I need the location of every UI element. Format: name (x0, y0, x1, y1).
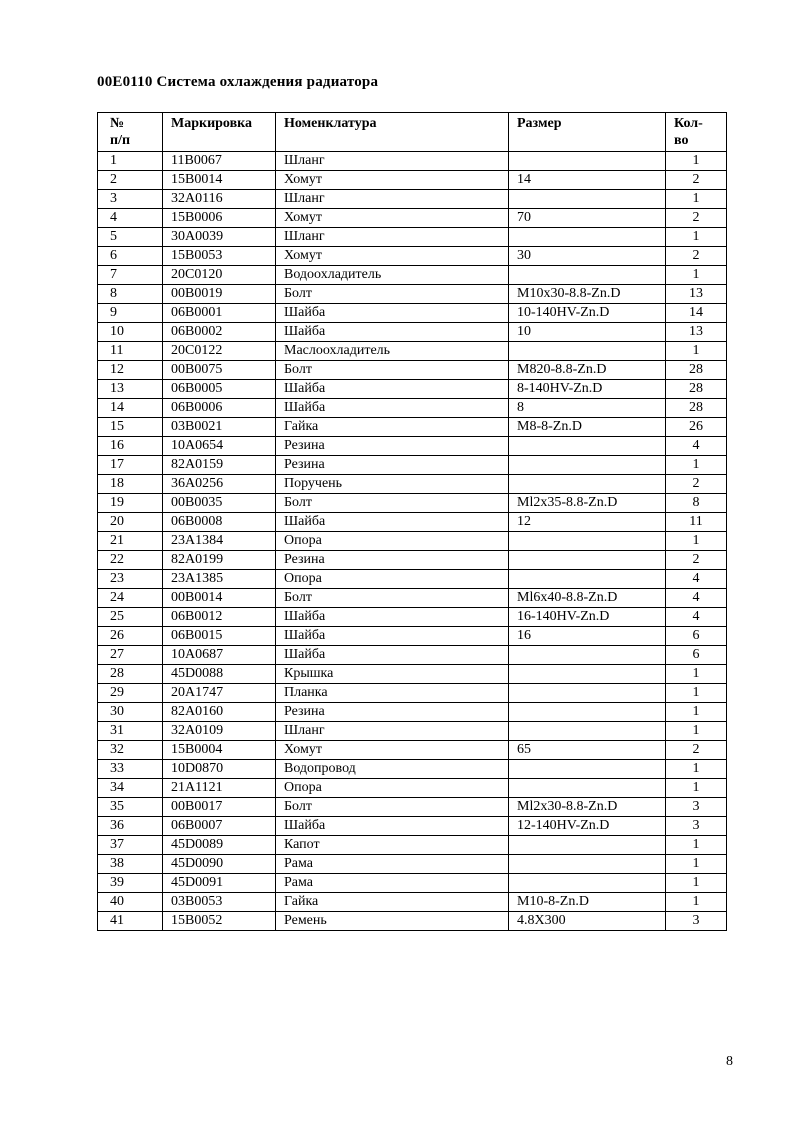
cell-nomenclature: Гайка (276, 418, 509, 437)
cell-size (509, 532, 666, 551)
cell-quantity: 1 (666, 456, 727, 475)
cell-size: Ml2x30-8.8-Zn.D (509, 798, 666, 817)
table-row (98, 323, 727, 342)
cell-marking: 00B0014 (163, 589, 276, 608)
cell-marking: 30A0039 (163, 228, 276, 247)
cell-nomenclature: Рама (276, 855, 509, 874)
column-header-qty (666, 113, 727, 152)
column-header-size-line1: Размер (517, 116, 562, 131)
header-row (98, 113, 727, 152)
cell-row-number: 22 (98, 551, 163, 570)
cell-quantity: 1 (666, 703, 727, 722)
cell-nomenclature: Шайба (276, 608, 509, 627)
table-row (98, 513, 727, 532)
cell-quantity: 1 (666, 152, 727, 171)
cell-quantity: 2 (666, 475, 727, 494)
column-header-qty-line2: во (674, 133, 689, 148)
cell-nomenclature: Шайба (276, 513, 509, 532)
cell-marking: 00B0035 (163, 494, 276, 513)
cell-size (509, 836, 666, 855)
cell-row-number: 12 (98, 361, 163, 380)
cell-size: 10-140HV-Zn.D (509, 304, 666, 323)
table-row (98, 570, 727, 589)
cell-row-number: 17 (98, 456, 163, 475)
cell-size (509, 475, 666, 494)
cell-size: 30 (509, 247, 666, 266)
cell-size (509, 855, 666, 874)
cell-nomenclature: Болт (276, 798, 509, 817)
cell-quantity: 1 (666, 760, 727, 779)
cell-row-number: 10 (98, 323, 163, 342)
cell-row-number: 32 (98, 741, 163, 760)
cell-quantity: 1 (666, 665, 727, 684)
cell-size: Ml6x40-8.8-Zn.D (509, 589, 666, 608)
table-row (98, 893, 727, 912)
cell-row-number: 9 (98, 304, 163, 323)
table-row (98, 608, 727, 627)
parts-table (97, 112, 727, 931)
cell-size (509, 570, 666, 589)
cell-row-number: 30 (98, 703, 163, 722)
table-row (98, 418, 727, 437)
cell-nomenclature: Хомут (276, 741, 509, 760)
table-row (98, 304, 727, 323)
cell-nomenclature: Шайба (276, 627, 509, 646)
cell-marking: 06B0012 (163, 608, 276, 627)
cell-quantity: 1 (666, 532, 727, 551)
cell-size: 16-140HV-Zn.D (509, 608, 666, 627)
cell-marking: 06B0006 (163, 399, 276, 418)
cell-nomenclature: Болт (276, 589, 509, 608)
table-row (98, 342, 727, 361)
cell-row-number: 1 (98, 152, 163, 171)
table-row (98, 532, 727, 551)
cell-nomenclature: Шайба (276, 304, 509, 323)
cell-marking: 03B0021 (163, 418, 276, 437)
table-row (98, 380, 727, 399)
table-row (98, 855, 727, 874)
cell-nomenclature: Шланг (276, 228, 509, 247)
cell-nomenclature: Резина (276, 703, 509, 722)
cell-row-number: 15 (98, 418, 163, 437)
cell-row-number: 3 (98, 190, 163, 209)
cell-marking: 20C0122 (163, 342, 276, 361)
cell-nomenclature: Опора (276, 570, 509, 589)
cell-quantity: 1 (666, 228, 727, 247)
cell-size (509, 228, 666, 247)
table-row (98, 361, 727, 380)
document-title: 00Е0110 Система охлаждения радиатора (97, 74, 379, 90)
table-row (98, 912, 727, 931)
cell-quantity: 3 (666, 798, 727, 817)
cell-quantity: 1 (666, 684, 727, 703)
column-header-nomenclature (276, 113, 509, 152)
cell-row-number: 25 (98, 608, 163, 627)
cell-nomenclature: Болт (276, 494, 509, 513)
page-number: 8 (726, 1054, 733, 1069)
cell-marking: 82A0160 (163, 703, 276, 722)
cell-quantity: 6 (666, 627, 727, 646)
cell-row-number: 4 (98, 209, 163, 228)
column-header-num-line1: № (110, 116, 125, 131)
cell-quantity: 13 (666, 323, 727, 342)
cell-size: 8 (509, 399, 666, 418)
table-row (98, 874, 727, 893)
cell-size: 4.8X300 (509, 912, 666, 931)
cell-size (509, 684, 666, 703)
cell-size: 65 (509, 741, 666, 760)
table-row (98, 152, 727, 171)
cell-row-number: 23 (98, 570, 163, 589)
cell-marking: 36A0256 (163, 475, 276, 494)
cell-nomenclature: Опора (276, 779, 509, 798)
cell-quantity: 1 (666, 190, 727, 209)
cell-nomenclature: Водоохладитель (276, 266, 509, 285)
cell-nomenclature: Маслоохладитель (276, 342, 509, 361)
cell-marking: 11B0067 (163, 152, 276, 171)
cell-row-number: 35 (98, 798, 163, 817)
parts-table-body (98, 152, 727, 931)
cell-marking: 06B0002 (163, 323, 276, 342)
table-row (98, 703, 727, 722)
cell-quantity: 2 (666, 551, 727, 570)
cell-quantity: 1 (666, 893, 727, 912)
table-row (98, 171, 727, 190)
table-row (98, 190, 727, 209)
cell-row-number: 37 (98, 836, 163, 855)
cell-row-number: 21 (98, 532, 163, 551)
table-row (98, 456, 727, 475)
cell-marking: 06B0008 (163, 513, 276, 532)
cell-size: M8-8-Zn.D (509, 418, 666, 437)
cell-marking: 06B0015 (163, 627, 276, 646)
table-row (98, 285, 727, 304)
table-row (98, 551, 727, 570)
cell-nomenclature: Болт (276, 285, 509, 304)
table-row (98, 684, 727, 703)
cell-nomenclature: Капот (276, 836, 509, 855)
cell-marking: 06B0001 (163, 304, 276, 323)
cell-size (509, 342, 666, 361)
cell-size (509, 551, 666, 570)
cell-marking: 03B0053 (163, 893, 276, 912)
cell-size (509, 646, 666, 665)
cell-nomenclature: Шайба (276, 817, 509, 836)
cell-row-number: 31 (98, 722, 163, 741)
table-row (98, 475, 727, 494)
cell-size: 70 (509, 209, 666, 228)
cell-quantity: 28 (666, 380, 727, 399)
cell-size (509, 722, 666, 741)
cell-nomenclature: Шланг (276, 190, 509, 209)
table-row (98, 627, 727, 646)
cell-quantity: 4 (666, 589, 727, 608)
cell-nomenclature: Хомут (276, 247, 509, 266)
table-row (98, 589, 727, 608)
table-row (98, 817, 727, 836)
cell-size: 8-140HV-Zn.D (509, 380, 666, 399)
parts-table-header (98, 113, 727, 152)
cell-quantity: 2 (666, 209, 727, 228)
table-row (98, 266, 727, 285)
cell-nomenclature: Шланг (276, 722, 509, 741)
cell-size: M10x30-8.8-Zn.D (509, 285, 666, 304)
cell-size (509, 437, 666, 456)
cell-quantity: 2 (666, 247, 727, 266)
column-header-num (98, 113, 163, 152)
cell-nomenclature: Шайба (276, 380, 509, 399)
cell-row-number: 27 (98, 646, 163, 665)
cell-nomenclature: Поручень (276, 475, 509, 494)
cell-size (509, 874, 666, 893)
cell-size (509, 266, 666, 285)
cell-nomenclature: Хомут (276, 171, 509, 190)
cell-nomenclature: Крышка (276, 665, 509, 684)
column-header-size (509, 113, 666, 152)
cell-row-number: 6 (98, 247, 163, 266)
cell-row-number: 24 (98, 589, 163, 608)
table-row (98, 779, 727, 798)
cell-marking: 10A0687 (163, 646, 276, 665)
cell-quantity: 8 (666, 494, 727, 513)
cell-quantity: 1 (666, 836, 727, 855)
column-header-marking (163, 113, 276, 152)
cell-marking: 15B0006 (163, 209, 276, 228)
cell-marking: 23A1384 (163, 532, 276, 551)
cell-quantity: 28 (666, 399, 727, 418)
cell-nomenclature: Опора (276, 532, 509, 551)
cell-row-number: 11 (98, 342, 163, 361)
cell-marking: 15B0052 (163, 912, 276, 931)
cell-quantity: 6 (666, 646, 727, 665)
cell-row-number: 41 (98, 912, 163, 931)
cell-nomenclature: Рама (276, 874, 509, 893)
cell-marking: 21A1121 (163, 779, 276, 798)
cell-quantity: 2 (666, 741, 727, 760)
cell-nomenclature: Болт (276, 361, 509, 380)
cell-row-number: 39 (98, 874, 163, 893)
cell-marking: 32A0109 (163, 722, 276, 741)
cell-marking: 20A1747 (163, 684, 276, 703)
cell-quantity: 4 (666, 570, 727, 589)
table-row (98, 209, 727, 228)
column-header-marking-line1: Маркировка (171, 116, 252, 131)
cell-row-number: 5 (98, 228, 163, 247)
cell-size: 12 (509, 513, 666, 532)
cell-size: M820-8.8-Zn.D (509, 361, 666, 380)
cell-quantity: 26 (666, 418, 727, 437)
table-row (98, 760, 727, 779)
cell-marking: 00B0075 (163, 361, 276, 380)
cell-nomenclature: Гайка (276, 893, 509, 912)
column-header-num-line2: п/п (110, 133, 131, 148)
cell-size (509, 190, 666, 209)
cell-size (509, 152, 666, 171)
table-row (98, 228, 727, 247)
cell-marking: 45D0090 (163, 855, 276, 874)
table-row (98, 646, 727, 665)
cell-nomenclature: Резина (276, 456, 509, 475)
cell-nomenclature: Резина (276, 437, 509, 456)
cell-quantity: 4 (666, 608, 727, 627)
cell-size (509, 703, 666, 722)
table-row (98, 836, 727, 855)
cell-nomenclature: Шайба (276, 646, 509, 665)
cell-nomenclature: Шайба (276, 399, 509, 418)
column-header-qty-line1: Кол- (674, 116, 703, 131)
cell-marking: 10A0654 (163, 437, 276, 456)
cell-row-number: 36 (98, 817, 163, 836)
cell-row-number: 19 (98, 494, 163, 513)
cell-row-number: 16 (98, 437, 163, 456)
cell-size (509, 665, 666, 684)
cell-size: 10 (509, 323, 666, 342)
cell-row-number: 2 (98, 171, 163, 190)
cell-marking: 06B0005 (163, 380, 276, 399)
cell-row-number: 29 (98, 684, 163, 703)
cell-marking: 32A0116 (163, 190, 276, 209)
cell-row-number: 13 (98, 380, 163, 399)
table-row (98, 494, 727, 513)
cell-quantity: 3 (666, 912, 727, 931)
cell-quantity: 1 (666, 266, 727, 285)
table-row (98, 722, 727, 741)
cell-row-number: 7 (98, 266, 163, 285)
table-row (98, 437, 727, 456)
cell-row-number: 18 (98, 475, 163, 494)
cell-marking: 00B0017 (163, 798, 276, 817)
table-row (98, 247, 727, 266)
cell-nomenclature: Водопровод (276, 760, 509, 779)
cell-marking: 82A0159 (163, 456, 276, 475)
table-row (98, 399, 727, 418)
cell-marking: 23A1385 (163, 570, 276, 589)
cell-size: 12-140HV-Zn.D (509, 817, 666, 836)
cell-row-number: 40 (98, 893, 163, 912)
cell-marking: 45D0091 (163, 874, 276, 893)
table-row (98, 798, 727, 817)
cell-nomenclature: Шланг (276, 152, 509, 171)
cell-size: M10-8-Zn.D (509, 893, 666, 912)
cell-size: 14 (509, 171, 666, 190)
cell-size: Ml2x35-8.8-Zn.D (509, 494, 666, 513)
cell-row-number: 8 (98, 285, 163, 304)
cell-marking: 20C0120 (163, 266, 276, 285)
cell-row-number: 28 (98, 665, 163, 684)
cell-quantity: 28 (666, 361, 727, 380)
cell-marking: 45D0088 (163, 665, 276, 684)
cell-nomenclature: Ремень (276, 912, 509, 931)
cell-quantity: 13 (666, 285, 727, 304)
cell-quantity: 1 (666, 342, 727, 361)
cell-quantity: 11 (666, 513, 727, 532)
cell-size: 16 (509, 627, 666, 646)
cell-quantity: 1 (666, 874, 727, 893)
cell-size (509, 456, 666, 475)
cell-row-number: 33 (98, 760, 163, 779)
cell-marking: 82A0199 (163, 551, 276, 570)
cell-size (509, 760, 666, 779)
cell-quantity: 1 (666, 722, 727, 741)
cell-quantity: 14 (666, 304, 727, 323)
column-header-nomenclature-line1: Номенклатура (284, 116, 377, 131)
cell-nomenclature: Резина (276, 551, 509, 570)
table-row (98, 665, 727, 684)
cell-row-number: 38 (98, 855, 163, 874)
cell-marking: 10D0870 (163, 760, 276, 779)
cell-marking: 45D0089 (163, 836, 276, 855)
cell-marking: 00B0019 (163, 285, 276, 304)
cell-nomenclature: Хомут (276, 209, 509, 228)
cell-row-number: 14 (98, 399, 163, 418)
cell-quantity: 1 (666, 779, 727, 798)
cell-marking: 06B0007 (163, 817, 276, 836)
cell-nomenclature: Планка (276, 684, 509, 703)
cell-row-number: 34 (98, 779, 163, 798)
cell-row-number: 20 (98, 513, 163, 532)
cell-quantity: 1 (666, 855, 727, 874)
cell-quantity: 3 (666, 817, 727, 836)
cell-quantity: 4 (666, 437, 727, 456)
cell-marking: 15B0014 (163, 171, 276, 190)
cell-nomenclature: Шайба (276, 323, 509, 342)
cell-marking: 15B0053 (163, 247, 276, 266)
table-row (98, 741, 727, 760)
cell-quantity: 2 (666, 171, 727, 190)
cell-row-number: 26 (98, 627, 163, 646)
cell-marking: 15B0004 (163, 741, 276, 760)
cell-size (509, 779, 666, 798)
